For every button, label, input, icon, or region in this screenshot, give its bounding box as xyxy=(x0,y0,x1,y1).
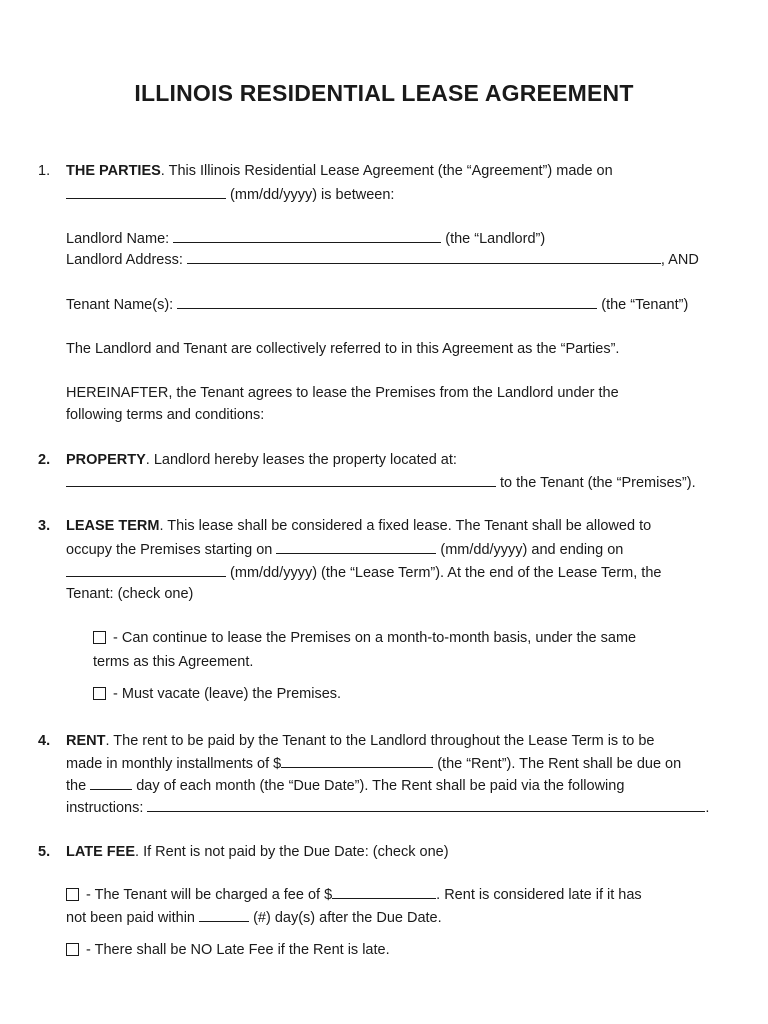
landlord-name-label: Landlord Name: xyxy=(66,231,170,247)
section-1-line-1 xyxy=(66,163,613,179)
tenant-name-label: Tenant Name(s): xyxy=(66,297,174,313)
landlord-address-suffix: , AND xyxy=(660,252,699,268)
section-2-heading: PROPERTY xyxy=(66,452,146,468)
landlord-address-line xyxy=(66,251,699,268)
payment-instructions-field[interactable] xyxy=(147,799,705,812)
section-4-line-4 xyxy=(66,799,709,816)
section-4-number: 4. xyxy=(38,733,51,749)
lease-end-date-field[interactable] xyxy=(66,564,226,577)
late-fee-option-none xyxy=(66,942,390,958)
rent-amount-label: made in monthly installments of $ xyxy=(66,756,282,772)
tenant-name-field[interactable] xyxy=(177,296,597,309)
agreement-date-field[interactable] xyxy=(66,186,226,199)
month-to-month-text: - Can continue to lease the Premises on a month-to-month basis, under the same xyxy=(109,630,637,646)
late-fee-charge-checkbox[interactable] xyxy=(66,888,79,901)
tenant-name-line xyxy=(66,296,688,313)
section-5-heading: LATE FEE xyxy=(66,844,136,860)
month-to-month-checkbox[interactable] xyxy=(93,631,106,644)
section-3-number: 3. xyxy=(38,518,51,534)
agreement-date-suffix: (mm/dd/yyyy) is between: xyxy=(230,187,395,203)
lease-option-month-to-month xyxy=(93,630,636,646)
vacate-text: - Must vacate (leave) the Premises. xyxy=(109,686,342,702)
section-1-intro: . This Illinois Residential Lease Agreement (the “Agreement”) made on xyxy=(160,163,613,179)
section-2-suffix: to the Tenant (the “Premises”). xyxy=(500,475,696,491)
section-5-text: . If Rent is not paid by the Due Date: (check one) xyxy=(135,844,449,860)
late-days-label: not been paid within xyxy=(66,910,195,926)
section-3-line-4: Tenant: (check one) xyxy=(66,586,194,602)
lease-end-label: (mm/dd/yyyy) and ending on xyxy=(440,542,624,558)
late-fee-charge-text: - The Tenant will be charged a fee of $ xyxy=(82,887,333,903)
section-3-line-1 xyxy=(66,518,651,534)
landlord-name-line xyxy=(66,230,545,247)
due-day-suffix: day of each month (the “Due Date”). The Rent shall be paid via the following xyxy=(136,778,625,794)
due-day-label: the xyxy=(66,778,87,794)
due-day-field[interactable] xyxy=(90,777,132,790)
late-fee-option-charge xyxy=(66,886,642,903)
section-5-number: 5. xyxy=(38,844,51,860)
section-4-heading: RENT xyxy=(66,733,106,749)
section-1-number: 1. xyxy=(38,163,51,179)
landlord-name-field[interactable] xyxy=(173,230,441,243)
lease-start-label: occupy the Premises starting on xyxy=(66,542,273,558)
late-days-field[interactable] xyxy=(199,909,249,922)
section-1-line-2 xyxy=(66,186,394,203)
tenant-name-suffix: (the “Tenant”) xyxy=(601,297,689,313)
rent-amount-field[interactable] xyxy=(281,755,433,768)
payment-instructions-end: . xyxy=(705,800,710,816)
document-title: ILLINOIS RESIDENTIAL LEASE AGREEMENT xyxy=(134,80,634,106)
property-address-field[interactable] xyxy=(66,474,496,487)
late-days-suffix: (#) day(s) after the Due Date. xyxy=(253,910,442,926)
no-late-fee-checkbox[interactable] xyxy=(66,943,79,956)
month-to-month-text-line-2: terms as this Agreement. xyxy=(93,654,254,670)
section-1-heading: THE PARTIES xyxy=(66,163,161,179)
late-fee-option-charge-line-2 xyxy=(66,909,442,926)
parties-statement: The Landlord and Tenant are collectively referred to in this Agreement as the “Parties”. xyxy=(66,341,620,357)
landlord-name-suffix: (the “Landlord”) xyxy=(445,231,546,247)
late-fee-charge-suffix: . Rent is considered late if it has xyxy=(436,887,642,903)
landlord-address-label: Landlord Address: xyxy=(66,252,183,268)
section-4-line-2 xyxy=(66,755,681,772)
section-5-line-1 xyxy=(66,844,449,860)
section-4-line-1 xyxy=(66,733,654,749)
rent-amount-suffix: (the “Rent”). The Rent shall be due on xyxy=(437,756,682,772)
payment-instructions-label: instructions: xyxy=(66,800,144,816)
section-3-line-2 xyxy=(66,541,623,558)
section-2-line-1 xyxy=(66,452,457,468)
section-3-heading: LEASE TERM xyxy=(66,518,160,534)
landlord-address-field[interactable] xyxy=(187,251,661,264)
no-late-fee-text: - There shall be NO Late Fee if the Rent is late. xyxy=(82,942,390,958)
vacate-checkbox[interactable] xyxy=(93,687,106,700)
section-3-line-3 xyxy=(66,564,661,581)
section-4-line-3 xyxy=(66,777,624,794)
late-fee-amount-field[interactable] xyxy=(332,886,436,899)
section-2-text: . Landlord hereby leases the property located at: xyxy=(145,452,457,468)
hereinafter-line-1: HEREINAFTER, the Tenant agrees to lease the Premises from the Landlord under the xyxy=(66,385,619,401)
lease-option-vacate xyxy=(93,686,341,702)
lease-term-text: (mm/dd/yyyy) (the “Lease Term”). At the end of the Lease Term, the xyxy=(230,565,662,581)
hereinafter-line-2: following terms and conditions: xyxy=(66,407,265,423)
section-2-line-2 xyxy=(66,474,696,491)
section-3-text: . This lease shall be considered a fixed lease. The Tenant shall be allowed to xyxy=(159,518,652,534)
lease-start-date-field[interactable] xyxy=(276,541,436,554)
section-4-text: . The rent to be paid by the Tenant to the Landlord throughout the Lease Term is to be xyxy=(105,733,655,749)
section-2-number: 2. xyxy=(38,452,51,468)
